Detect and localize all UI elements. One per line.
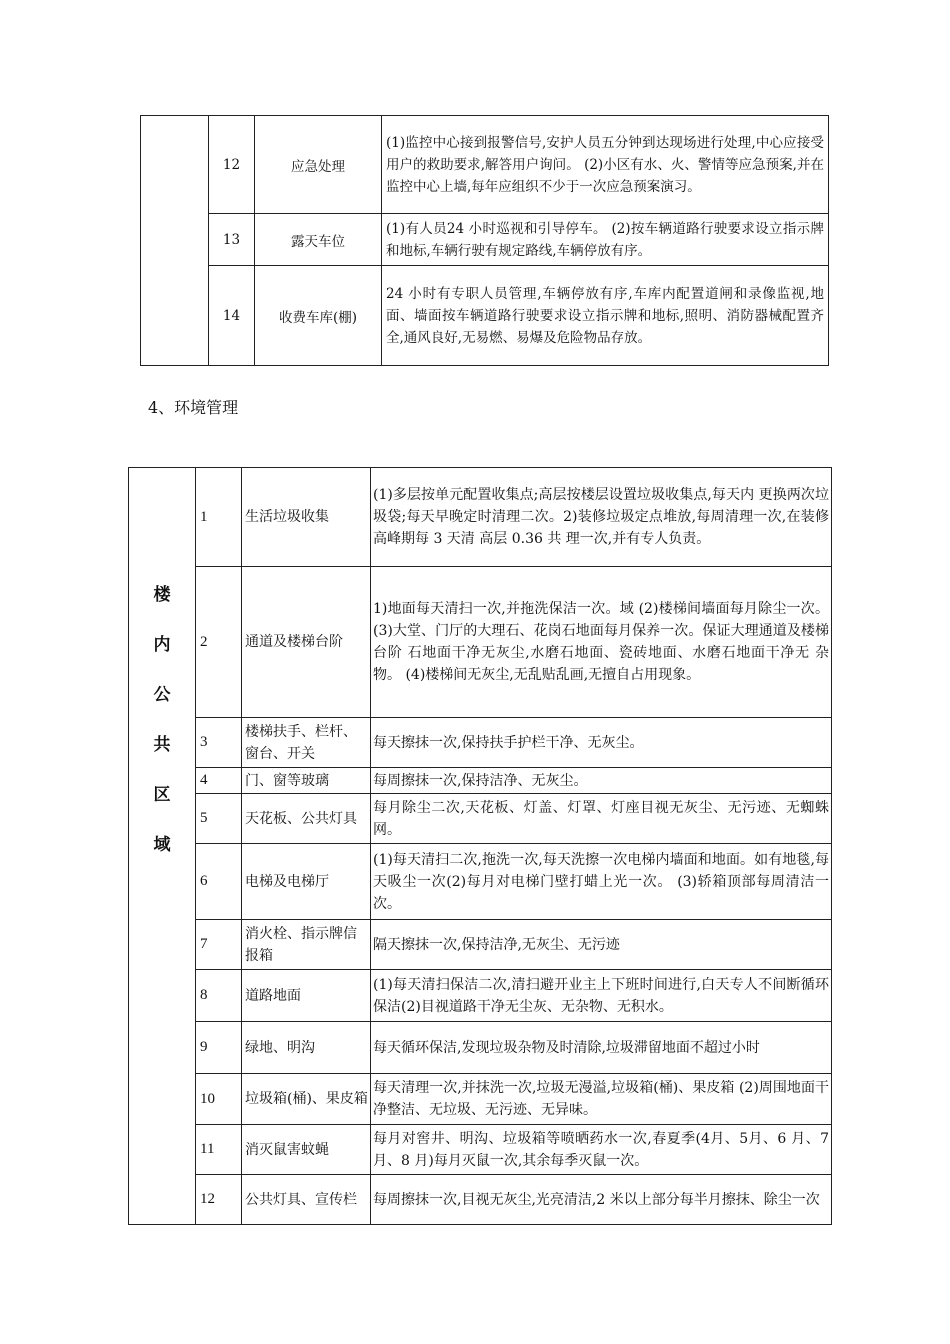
row-number: 4: [196, 768, 242, 794]
table-row: [129, 844, 832, 920]
table-row: [129, 1022, 832, 1074]
security-table: [140, 115, 829, 366]
table-row: [141, 214, 829, 266]
item-standard: 每月除尘二次,天花板、灯盖、灯罩、灯座目视无灰尘、无污迹、无蜘蛛网。: [371, 794, 832, 844]
item-standard: 1)地面每天清扫一次,并拖洗保洁一次。域 (2)楼梯间墙面每月除尘一次。 (3)大堂、门厅的大理石、花岗石地面每月保养一次。保证大理通道及楼梯台阶 石地面干净无灰尘,水磨石地面、瓷砖地面、水磨石地面干净无 杂物。 (4)楼梯间无灰尘,无乱贴乱画,无擅自占用现象。: [371, 567, 832, 718]
item-name: 应急处理: [255, 116, 382, 214]
environment-table: [128, 467, 832, 1225]
table-row: [141, 266, 829, 366]
table-row: [129, 1125, 832, 1175]
category-char: 区: [153, 785, 171, 805]
row-number: 10: [196, 1074, 242, 1125]
item-name: 道路地面: [242, 970, 371, 1022]
item-name: 露天车位: [255, 214, 382, 266]
table-row: [129, 970, 832, 1022]
item-name: 收费车库(棚): [255, 266, 382, 366]
item-name: 天花板、公共灯具: [242, 794, 371, 844]
row-number: 13: [209, 214, 255, 266]
row-number: 6: [196, 844, 242, 920]
row-number: 1: [196, 468, 242, 567]
item-standard: (1)监控中心接到报警信号,安护人员五分钟到达现场进行处理,中心应接受用户的救助要求,解答用户询问。 (2)小区有水、火、警情等应急预案,并在监控中心上墙,每年应组织不少于一次应急预案演习。: [382, 116, 829, 214]
row-number: 11: [196, 1125, 242, 1175]
row-number: 3: [196, 718, 242, 768]
item-name: 楼梯扶手、栏杆、窗台、开关: [242, 718, 371, 768]
row-number: 7: [196, 920, 242, 970]
row-number: 5: [196, 794, 242, 844]
item-standard: (1)每天清扫二次,拖洗一次,每天洗擦一次电梯内墙面和地面。如有地毯,每天吸尘一次(2)每月对电梯门壁打蜡上光一次。 (3)轿箱顶部每周清洁一次。: [371, 844, 832, 920]
item-standard: (1)多层按单元配置收集点;高层按楼层设置垃圾收集点,每天内 更换两次垃圾袋;每天早晚定时清理二次。2)装修垃圾定点堆放,每周清理一次,在装修高峰期每 3 天清 高层 0.36 共 理一次,并有专人负责。: [371, 468, 832, 567]
item-standard: (1)每天清扫保洁二次,清扫避开业主上下班时间进行,白天专人不间断循环保洁(2)目视道路干净无尘灰、无杂物、无积水。: [371, 970, 832, 1022]
item-standard: 隔天擦抹一次,保持洁净,无灰尘、无污迹: [371, 920, 832, 970]
table-row: [129, 567, 832, 718]
item-name: 门、窗等玻璃: [242, 768, 371, 794]
table-row: [129, 1175, 832, 1225]
table-row: [129, 768, 832, 794]
table-row: [129, 718, 832, 768]
item-standard: 每周擦抹一次,目视无灰尘,光亮清洁,2 米以上部分每半月擦抹、除尘一次: [371, 1175, 832, 1225]
row-number: 14: [209, 266, 255, 366]
table-row: [141, 116, 829, 214]
item-name: 消灭鼠害蚊蝇: [242, 1125, 371, 1175]
item-standard: 24 小时有专职人员管理,车辆停放有序,车库内配置道闸和录像监视,地面、墙面按车辆道路行驶要求设立指示牌和地标,照明、消防器械配置齐全,通风良好,无易燃、易爆及危险物品存放。: [382, 266, 829, 366]
item-name: 公共灯具、宣传栏: [242, 1175, 371, 1225]
section-title: 4、环境管理: [148, 398, 239, 417]
item-standard: 每天循环保洁,发现垃圾杂物及时清除,垃圾滞留地面不超过小时: [371, 1022, 832, 1074]
category-char: 公: [153, 685, 171, 705]
item-name: 垃圾箱(桶)、果皮箱: [242, 1074, 371, 1125]
row-number: 12: [209, 116, 255, 214]
row-number: 8: [196, 970, 242, 1022]
item-standard: 每天擦抹一次,保持扶手护栏干净、无灰尘。: [371, 718, 832, 768]
table-row: [129, 920, 832, 970]
row-number: 9: [196, 1022, 242, 1074]
item-standard: (1)有人员24 小时巡视和引导停车。 (2)按车辆道路行驶要求设立指示牌和地标,车辆行驶有规定路线,车辆停放有序。: [382, 214, 829, 266]
table-row: [129, 1074, 832, 1125]
category-char: 共: [153, 735, 171, 755]
row-number: 2: [196, 567, 242, 718]
table-row: [129, 794, 832, 844]
item-standard: 每周擦抹一次,保持洁净、无灰尘。: [371, 768, 832, 794]
item-name: 生活垃圾收集: [242, 468, 371, 567]
item-name: 电梯及电梯厅: [242, 844, 371, 920]
category-char: 域: [153, 835, 171, 855]
table-row: [129, 468, 832, 567]
category-char: 楼: [153, 585, 171, 605]
category-cell: [141, 116, 209, 366]
item-name: 通道及楼梯台阶: [242, 567, 371, 718]
row-number: 12: [196, 1175, 242, 1225]
item-name: 绿地、明沟: [242, 1022, 371, 1074]
category-char: 内: [153, 635, 171, 655]
item-name: 消火栓、指示牌信报箱: [242, 920, 371, 970]
category-cell: [129, 468, 196, 1225]
item-standard: 每月对窖井、明沟、垃圾箱等喷晒药水一次,春夏季(4月、5月、6 月、7 月、8 月)每月灭鼠一次,其余每季灭鼠一次。: [371, 1125, 832, 1175]
item-standard: 每天清理一次,并抹洗一次,垃圾无漫溢,垃圾箱(桶)、果皮箱 (2)周围地面干净整洁、无垃圾、无污迹、无异味。: [371, 1074, 832, 1125]
